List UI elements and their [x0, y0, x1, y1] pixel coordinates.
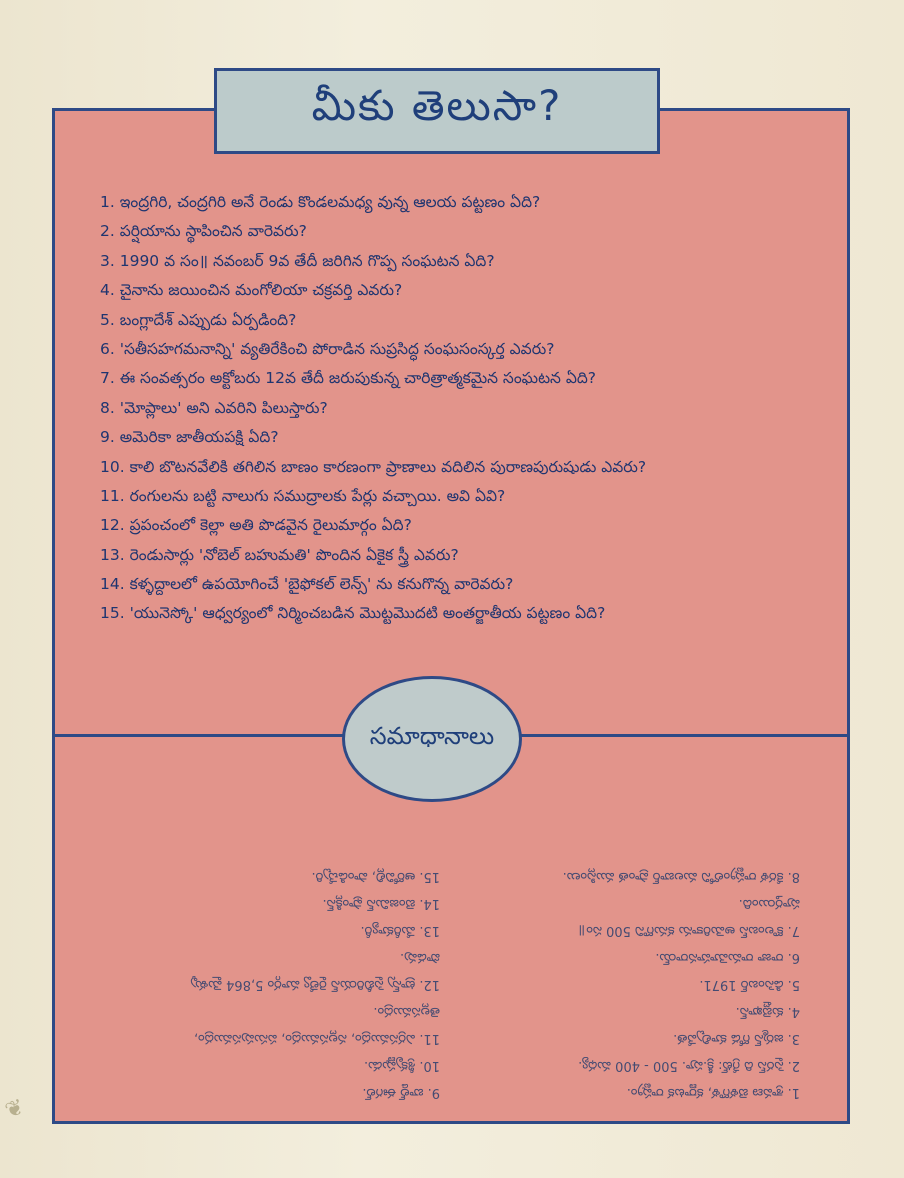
question-item: 8. 'మోప్లాలు' అని ఎవరిని పిలుస్తారు? — [100, 398, 328, 417]
question-item: 5. బంగ్లాదేశ్ ఎప్పుడు ఏర్పడింది? — [100, 310, 297, 329]
answer-item: 13. మేరీక్యూరీ. — [360, 923, 440, 938]
question-item: 14. కళ్ళద్దాలలో ఉపయోగించే 'బైఫోకల్ లెన్స్' ను కనుగొన్న వారెవరు? — [100, 575, 514, 594]
page-title: మీకు తెలుసా? — [311, 81, 563, 130]
answer-item: 15. ఆరోవిల్లి, పాండిచ్చేరి. — [311, 869, 440, 884]
question-item: 4. చైనాను జయించిన మంగోలియా చక్రవర్తి ఎవరు? — [100, 281, 403, 300]
question-item: 9. అమెరికా జాతీయపక్షి ఏది? — [100, 428, 279, 447]
answers-column-right — [100, 826, 440, 1106]
question-item: 10. కాలి బొటనవేలికి తగిలిన బాణం కారణంగా ప్రాణాలు వదిలిన పురాణపురుషుడు ఎవరు? — [100, 457, 647, 476]
answer-item: పూర్తయింది. — [738, 896, 800, 911]
answer-item: 4. కుబ్లైఖాన్. — [735, 1004, 800, 1019]
answer-item: 3. జర్మన్ గోడ కూల్చివేత. — [673, 1031, 800, 1046]
answer-item: 9. బాల్డ్ ఈగల్. — [362, 1085, 440, 1100]
question-item: 1. ఇంద్రగిరి, చంద్రగిరి అనే రెండు కొండలమధ్య వున్న ఆలయ పట్టణం ఏది? — [100, 193, 541, 211]
answer-item: 7. కొలంబస్ అమెరికాను కనుగొని 500 సం॥ — [578, 923, 800, 938]
answer-item: పొడవు. — [400, 950, 440, 965]
answer-item: 10. శ్రీకృష్ణుడు. — [364, 1058, 440, 1073]
answers-heading-oval — [342, 676, 522, 802]
question-item: 3. 1990 వ సం॥ నవంబర్ 9వ తేదీ జరిగిన గొప్ప సంఘటన ఏది? — [100, 251, 495, 270]
question-item: 12. ప్రపంచంలో కెల్లా అతి పొడవైన రైలుమార్గం ఏది? — [100, 516, 412, 535]
question-item: 13. రెండుసార్లు 'నోబెల్ బహుమతి' పొందిన ఏకైక స్త్రీ ఎవరు? — [100, 545, 459, 564]
answer-item: 2. సైరస్ ది గ్రేట్: క్రీ.పూ. 500 - 400 మధ్య. — [578, 1058, 800, 1073]
answer-item: 12. ట్రాన్స్ సైబీరియన్ రైల్వే మార్గం 5,864 మైళ్ళు — [190, 977, 440, 992]
answers-heading: సమాధానాలు — [369, 722, 495, 750]
answer-item: 1. శ్రావణ బెళగొళ, కర్ణాటక రాష్ట్రం. — [626, 1085, 800, 1100]
question-item: 2. పర్షియాను స్థాపించిన వారెవరు? — [100, 222, 307, 241]
answer-item: 8. కేరళ రాష్ట్రంలోని మలబార్ ప్రాంత ముస్లింలు. — [562, 869, 800, 884]
answer-item: 6. రాజా రామమోహనరాయ్. — [655, 950, 800, 965]
answer-item: 5. డిసెంబర్ 1971. — [699, 977, 800, 992]
handwritten-page-mark: ❦ — [1, 1094, 28, 1125]
answers-block-upside-down — [100, 826, 800, 1106]
answer-item: 14. బెంజమిన్ ఫ్రాంక్లిన్. — [322, 896, 440, 911]
question-item: 11. రంగులను బట్టి నాలుగు సముద్రాలకు పేర్లు వచ్చాయి. అవి ఏవి? — [100, 486, 506, 505]
question-item: 6. 'సతీసహగమనాన్ని' వ్యతిరేకించి పోరాడిన సుప్రసిద్ధ సంఘసంస్కర్త ఎవరు? — [100, 339, 555, 358]
questions-list — [100, 188, 830, 629]
question-item: 7. ఈ సంవత్సరం అక్టోబరు 12వ తేదీ జరుపుకున్న చారిత్రాత్మకమైన సంఘటన ఏది? — [100, 369, 597, 388]
answers-column-left — [460, 826, 800, 1106]
answer-item: 11. ఎర్రసముద్రం, నల్లసముద్రం, పసుపుసముద్రం, — [193, 1031, 440, 1046]
answer-item: తెల్లసముద్రం. — [373, 1004, 440, 1019]
question-item: 15. 'యునెస్కో' ఆధ్వర్యంలో నిర్మించబడిన మొట్టమొదటి అంతర్జాతీయ పట్టణం ఏది? — [100, 604, 606, 623]
title-box — [214, 68, 660, 154]
